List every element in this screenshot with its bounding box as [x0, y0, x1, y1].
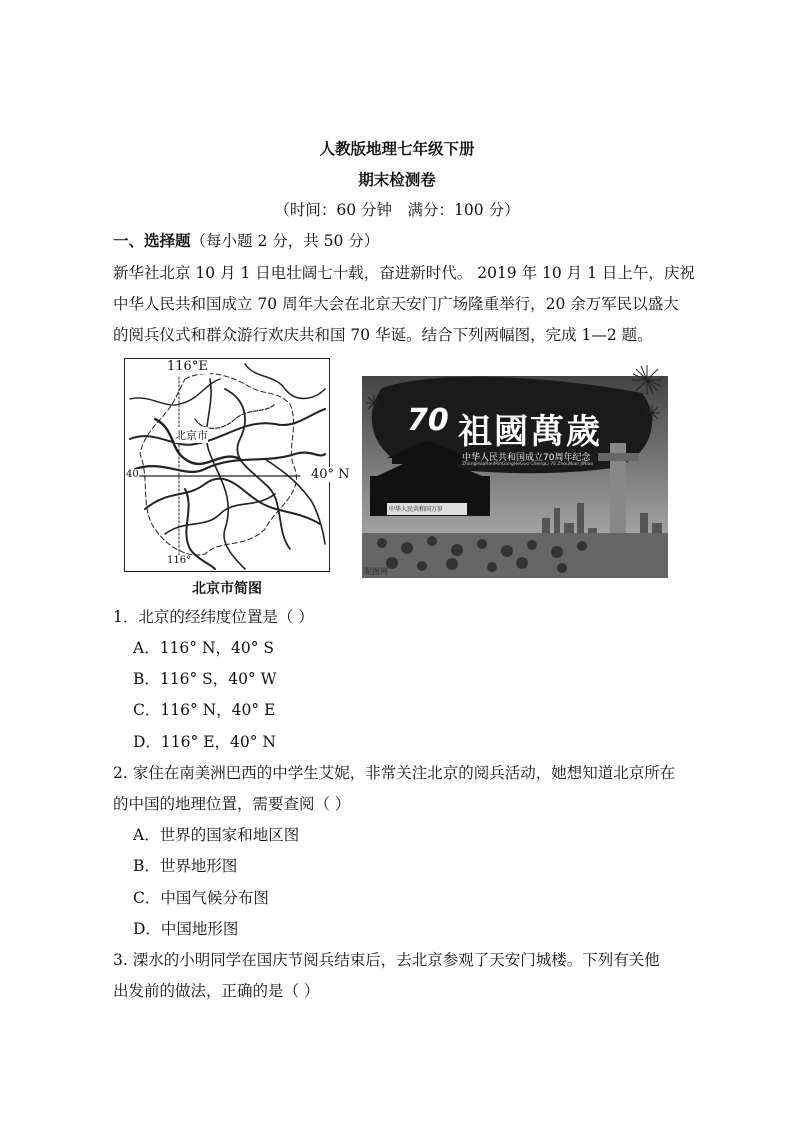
map-label-116e: 116°E	[167, 359, 208, 374]
question-1-option-c[interactable]: C．116° N，40° E	[133, 701, 276, 719]
question-3-stem-line-1: 3. 溧水的小明同学在国庆节阅兵结束后，去北京参观了天安门城楼。下列有关他	[113, 951, 660, 969]
question-2-option-d[interactable]: D．中国地形图	[133, 920, 239, 938]
poster-pinyin: ZhongHuaRenMinGongHeGuo ChengLi 70 ZhouNian JiNian	[462, 462, 594, 467]
section-heading	[113, 231, 379, 251]
anniversary-poster	[362, 358, 668, 578]
doc-title: 人教版地理七年级下册	[319, 139, 475, 158]
question-2-option-b[interactable]: B．世界地形图	[133, 857, 238, 875]
time-info: （时间：60 分钟 满分：100 分）	[274, 201, 520, 219]
map-caption: 北京市简图	[192, 581, 262, 597]
question-1-option-b[interactable]: B．116° S，40° W	[133, 670, 277, 688]
map-lines	[125, 359, 328, 570]
intro-line-2: 中华人民共和国成立 70 周年大会在北京天安门广场隆重举行，20 余万军民以盛大	[113, 295, 679, 313]
question-2-option-a[interactable]: A．世界的国家和地区图	[133, 826, 300, 844]
section-note: （每小题 2 分，共 50 分）	[190, 232, 380, 250]
poster-gate-banner: 中华人民共和国万岁	[389, 506, 444, 513]
question-1-option-d[interactable]: D．116° E，40° N	[133, 733, 276, 751]
question-2-option-c[interactable]: C．中国气候分布图	[133, 889, 269, 907]
beijing-map	[124, 358, 330, 572]
intro-line-3: 的阅兵仪式和群众游行欢庆共和国 70 华诞。结合下列两幅图，完成 1—2 题。	[113, 326, 653, 344]
map-label-40n: 40° N	[311, 467, 350, 482]
intro-line-1: 新华社北京 10 月 1 日电壮阔七十载，奋进新时代。 2019 年 10 月 1 日上午，庆祝	[113, 264, 695, 282]
map-label-beijing: 北京市	[175, 429, 208, 442]
question-3-stem-line-2: 出发前的做法，正确的是（ ）	[113, 982, 320, 1000]
doc-subtitle: 期末检测卷	[358, 170, 436, 189]
map-label-116-bottom: 116°	[167, 555, 192, 566]
question-2-stem-line-1: 2. 家住在南美洲巴西的中学生艾妮，非常关注北京的阅兵活动，她想知道北京所在	[113, 764, 676, 782]
poster-watermark: 昵图网	[364, 567, 388, 576]
poster-subtitle: 中华人民共和国成立70周年纪念	[462, 453, 591, 463]
map-label-40-left: 40	[126, 469, 139, 480]
poster-number: 70	[407, 403, 449, 438]
question-2-stem-line-2: 的中国的地理位置，需要查阅（ ）	[113, 795, 351, 813]
poster-main-text: 祖國萬歲	[458, 412, 602, 452]
question-1-stem: 1．北京的经纬度位置是（ ）	[113, 608, 314, 626]
section-title: 一、选择题	[113, 231, 191, 250]
question-1-option-a[interactable]: A．116° N，40° S	[133, 639, 275, 657]
